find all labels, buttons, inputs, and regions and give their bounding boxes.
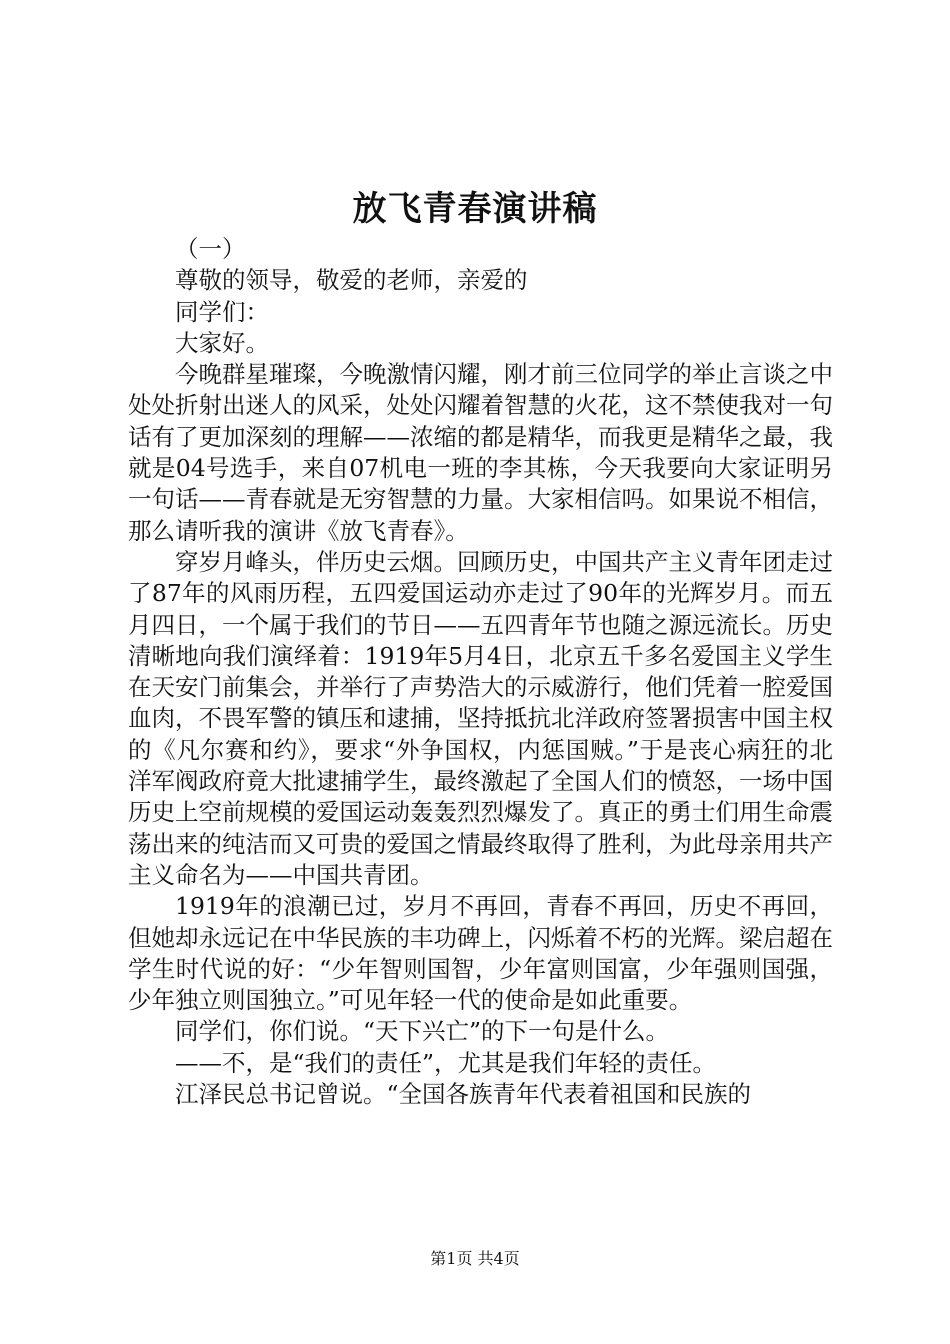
body-paragraph: 1919年的浪潮已过，岁月不再回，青春不再回，历史不再回，但她却永远记在中华民族的丰功碑上，闪烁着不朽的光辉。梁启超在学生时代说的好：“少年智则国智，少年富则国富，少年强则国强，少年独立则国独立。”可见年轻一代的使命是如此重要。 (128, 892, 833, 1015)
section-number: （一） (175, 235, 246, 263)
document-body (128, 234, 833, 1110)
salutation-line: 同学们： (175, 297, 269, 326)
body-paragraph: 江泽民总书记曾说。“全国各族青年代表着祖国和民族的 (175, 1080, 752, 1109)
document-title: 放飞青春演讲稿 (352, 189, 598, 229)
body-paragraph: ——不，是“我们的责任”，尤其是我们年轻的责任。 (175, 1048, 717, 1077)
body-paragraph: 同学们，你们说。“天下兴亡”的下一句是什么。 (175, 1017, 670, 1046)
body-paragraph: 穿岁月峰头，伴历史云烟。回顾历史，中国共产主义青年团走过了87年的风雨历程，五四爱国运动亦走过了90年的光辉岁月。而五月四日，一个属于我们的节日——五四青年节也随之源远流长。历史清晰地向我们演绎着：1919年5月4日，北京五千多名爱国主义学生在天安门前集会，并举行了声势浩大的示威游行，他们凭着一腔爱国血肉，不畏军警的镇压和逮捕，坚持抵抗北洋政府签署损害中国主权的《凡尔赛和约》，要求“外争国权，内惩国贼。”于是丧心病狂的北洋军阀政府竟大批逮捕学生，最终激起了全国人们的愤怒，一场中国历史上空前规模的爱国运动轰轰烈烈爆发了。真正的勇士们用生命震荡出来的纯洁而又可贵的爱国之情最终取得了胜利，为此母亲用共产主义命名为——中国共青团。 (128, 547, 833, 889)
salutation-line: 尊敬的领导，敬爱的老师，亲爱的 (175, 266, 528, 295)
body-paragraph: 今晚群星璀璨，今晚激情闪耀，刚才前三位同学的举止言谈之中处处折射出迷人的风采，处处闪耀着智慧的火花，这不禁使我对一句话有了更加深刻的理解——浓缩的都是精华，而我更是精华之最，我就是04号选手，来自07机电一班的李其栋，今天我要向大家证明另一句话——青春就是无穷智慧的力量。大家相信吗。如果说不相信，那么请听我的演讲《放飞青春》。 (128, 360, 833, 545)
greeting-paragraph: 大家好。 (175, 328, 269, 357)
page-number-footer: 第1页 共4页 (430, 1249, 520, 1268)
